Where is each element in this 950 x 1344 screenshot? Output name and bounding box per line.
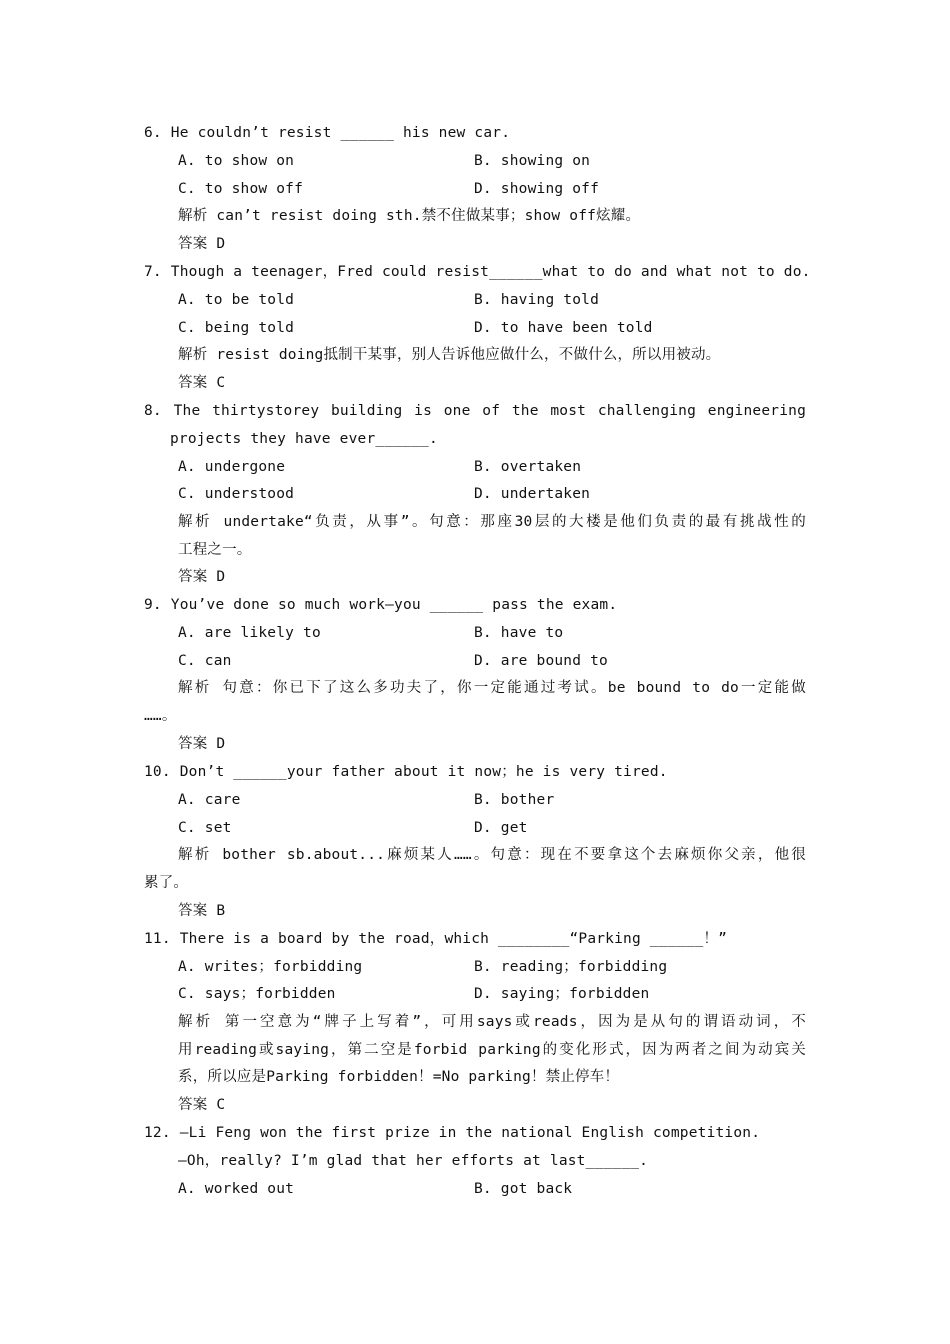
question-10-stem: 10. Don’t ______your father about it now；he is very tired. (144, 764, 668, 780)
question-9-option-c: C. can (178, 653, 232, 669)
question-7-option-a: A. to be told (178, 292, 295, 308)
question-8-option-d: D. undertaken (474, 486, 591, 502)
question-8-analysis-line-2: 工程之一。 (178, 542, 252, 558)
question-7-stem: 7. Though a teenager，Fred could resist______what to do and what not to do. (144, 264, 811, 280)
question-10-option-b: B. bother (474, 792, 555, 808)
question-12-stem-line-1: 12. —Li Feng won the first prize in the national English competition. (144, 1125, 761, 1141)
question-11-option-a: A. writes；forbidding (178, 959, 363, 975)
question-9-analysis-line-2: ……。 (144, 708, 177, 724)
question-11-option-b: B. reading；forbidding (474, 959, 668, 975)
question-6-option-b: B. showing on (474, 153, 591, 169)
question-7-answer: 答案 C (178, 375, 226, 391)
question-9-option-d: D. are bound to (474, 653, 608, 669)
question-9-answer: 答案 D (178, 736, 226, 752)
question-7-option-c: C. being told (178, 320, 295, 336)
question-10-answer: 答案 B (178, 903, 226, 919)
question-10-option-a: A. care (178, 792, 241, 808)
question-8-option-a: A. undergone (178, 459, 286, 475)
question-8-stem-line-1: 8. The thirtystorey building is one of the most challenging engineering (144, 403, 806, 419)
question-6-analysis: 解析 can’t resist doing sth.禁不住做某事；show off炫耀。 (178, 208, 641, 224)
question-7-analysis: 解析 resist doing抵制干某事，别人告诉他应做什么，不做什么，所以用被动。 (178, 347, 721, 363)
question-12-option-b: B. got back (474, 1181, 573, 1197)
question-11-analysis-line-3: 系，所以应是Parking forbidden！=No parking！禁止停车！ (178, 1069, 620, 1085)
question-6-option-a: A. to show on (178, 153, 295, 169)
question-9-stem: 9. You’ve done so much work—you ______ pass the exam. (144, 597, 618, 613)
question-11-option-c: C. says；forbidden (178, 986, 336, 1002)
question-8-option-c: C. understood (178, 486, 295, 502)
question-9-option-a: A. are likely to (178, 625, 321, 641)
question-6-answer: 答案 D (178, 236, 226, 252)
question-12-stem-line-2: —Oh，really? I’m glad that her efforts at last______. (178, 1153, 649, 1169)
question-10-analysis-line-2: 累了。 (144, 875, 189, 891)
question-8-option-b: B. overtaken (474, 459, 582, 475)
question-10-analysis-line-1: 解析 bother sb.about...麻烦某人……。句意：现在不要拿这个去麻烦你父亲，他很 (178, 847, 806, 863)
question-11-stem: 11. There is a board by the road，which ________“Parking ______！” (144, 931, 728, 947)
question-11-option-d: D. saying；forbidden (474, 986, 650, 1002)
question-8-analysis-line-1: 解析 undertake“负责，从事”。句意：那座30层的大楼是他们负责的最有挑战性的 (178, 514, 806, 530)
question-9-option-b: B. have to (474, 625, 564, 641)
question-11-answer: 答案 C (178, 1097, 226, 1113)
question-10-option-d: D. get (474, 820, 528, 836)
question-9-analysis-line-1: 解析 句意：你已下了这么多功夫了，你一定能通过考试。be bound to do一定能做 (178, 680, 806, 696)
question-7-option-b: B. having told (474, 292, 600, 308)
question-8-stem-line-2: projects they have ever______. (170, 431, 438, 447)
question-12-option-a: A. worked out (178, 1181, 295, 1197)
question-11-analysis-line-2: 用reading或saying，第二空是forbid parking的变化形式，因为两者之间为动宾关 (178, 1042, 806, 1058)
question-10-option-c: C. set (178, 820, 232, 836)
question-6-option-d: D. showing off (474, 181, 600, 197)
question-6-stem: 6. He couldn’t resist ______ his new car. (144, 125, 511, 141)
question-6-option-c: C. to show off (178, 181, 304, 197)
question-11-analysis-line-1: 解析 第一空意为“牌子上写着”，可用says或reads，因为是从句的谓语动词，不 (178, 1014, 806, 1030)
question-7-option-d: D. to have been told (474, 320, 653, 336)
question-8-answer: 答案 D (178, 569, 226, 585)
